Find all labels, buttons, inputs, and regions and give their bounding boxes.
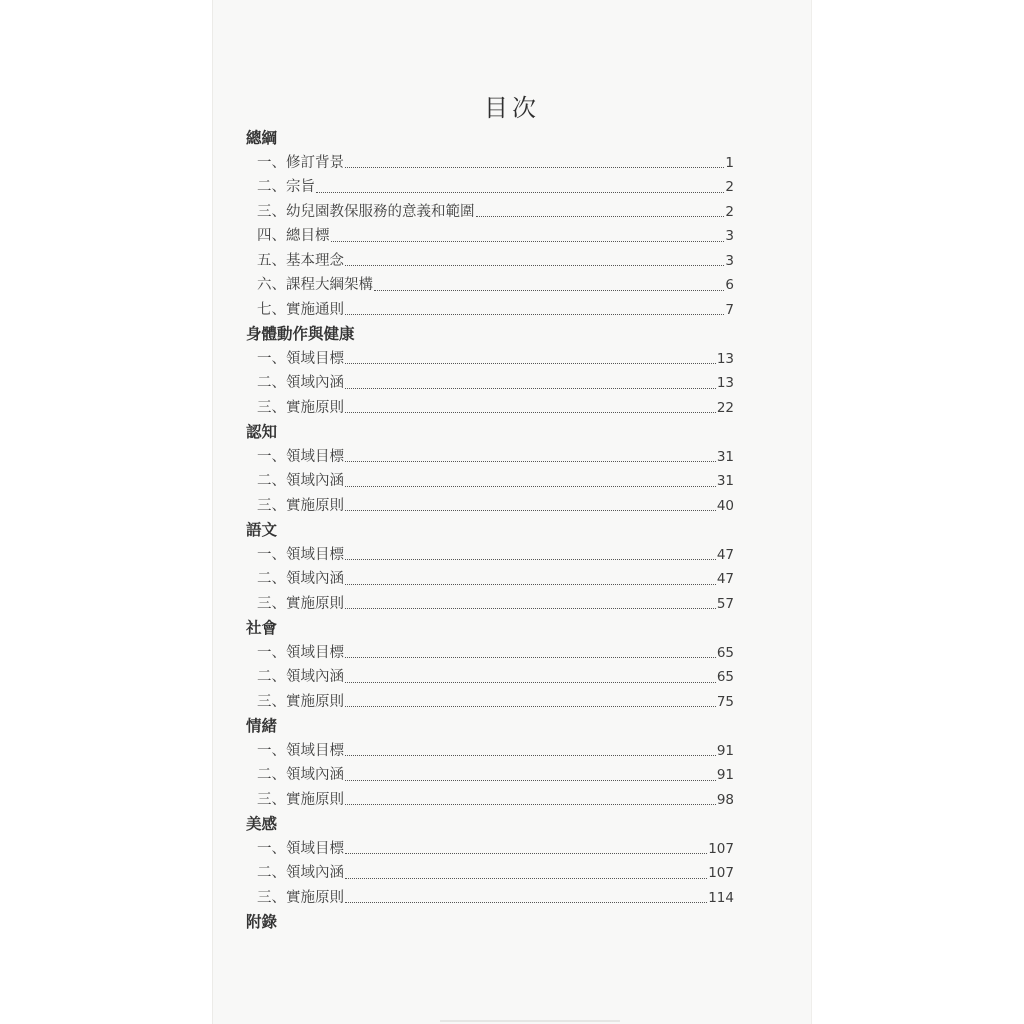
dot-leader — [345, 559, 716, 560]
toc-section — [246, 812, 734, 910]
entry-label: 二、領域內涵 — [257, 571, 344, 587]
dot-leader — [345, 608, 716, 609]
toc-entry[interactable] — [246, 151, 734, 176]
toc-entry[interactable] — [246, 886, 734, 911]
entry-page-number: 1 — [725, 154, 734, 171]
entry-label: 二、領域內涵 — [257, 375, 344, 391]
entry-page-number: 13 — [716, 350, 734, 367]
dot-leader — [374, 290, 724, 291]
entry-label: 一、領域目標 — [257, 448, 344, 465]
page-title: 目次 — [484, 94, 540, 122]
toc-entry[interactable] — [246, 249, 734, 274]
toc-entry[interactable] — [246, 347, 734, 372]
dot-leader — [345, 584, 716, 585]
entry-label: 一、領域目標 — [257, 644, 344, 661]
section-heading[interactable]: 認知 — [246, 423, 278, 441]
toc-section — [246, 910, 734, 935]
entry-page-number: 2 — [725, 203, 734, 220]
entry-page-number: 6 — [725, 277, 734, 293]
entry-page-number: 2 — [725, 179, 734, 195]
toc-entry[interactable] — [246, 641, 734, 666]
dot-leader — [345, 167, 724, 168]
dot-leader — [345, 878, 707, 879]
entry-label: 三、實施原則 — [257, 693, 344, 710]
section-heading[interactable]: 總綱 — [246, 129, 278, 147]
section-heading[interactable]: 身體動作與健康 — [246, 325, 355, 343]
entry-label: 三、實施原則 — [257, 889, 344, 906]
entry-page-number: 91 — [716, 767, 734, 783]
toc-entry[interactable] — [246, 469, 734, 494]
entry-page-number: 31 — [716, 473, 734, 489]
toc-entry[interactable] — [246, 396, 734, 421]
dot-leader — [345, 755, 716, 756]
entry-label: 二、領域內涵 — [257, 865, 344, 881]
dot-leader — [345, 486, 716, 487]
section-heading[interactable]: 社會 — [246, 619, 278, 637]
entry-label: 二、領域內涵 — [257, 767, 344, 783]
toc-entry[interactable] — [246, 861, 734, 886]
toc-section — [246, 420, 734, 518]
entry-label: 三、實施原則 — [257, 399, 344, 416]
entry-page-number: 75 — [716, 693, 734, 710]
dot-leader — [345, 657, 716, 658]
section-heading[interactable]: 附錄 — [246, 913, 278, 931]
entry-page-number: 7 — [725, 301, 734, 318]
toc-entry[interactable] — [246, 494, 734, 519]
entry-label: 一、領域目標 — [257, 546, 344, 563]
dot-leader — [345, 853, 707, 854]
toc-entry[interactable] — [246, 200, 734, 225]
entry-label: 三、實施原則 — [257, 497, 344, 514]
toc-entry[interactable] — [246, 690, 734, 715]
toc-entry[interactable] — [246, 224, 734, 249]
entry-page-number: 107 — [708, 865, 734, 881]
dot-leader — [345, 265, 724, 266]
dot-leader — [476, 216, 725, 217]
dot-leader — [345, 902, 707, 903]
entry-label: 五、基本理念 — [257, 252, 344, 269]
entry-label: 二、宗旨 — [257, 179, 315, 195]
toc-entry[interactable] — [246, 543, 734, 568]
entry-label: 一、領域目標 — [257, 350, 344, 367]
toc-entry[interactable] — [246, 445, 734, 470]
dot-leader — [345, 804, 716, 805]
toc-section — [246, 322, 734, 420]
section-heading[interactable]: 美感 — [246, 815, 278, 833]
entry-page-number: 107 — [708, 840, 734, 857]
dot-leader — [345, 706, 716, 707]
dot-leader — [345, 412, 716, 413]
dot-leader — [316, 192, 724, 193]
dot-leader — [345, 682, 716, 683]
toc-entry[interactable] — [246, 175, 734, 200]
dot-leader — [345, 388, 716, 389]
page-edge-mark — [440, 1020, 620, 1022]
dot-leader — [345, 314, 724, 315]
entry-page-number: 22 — [716, 399, 734, 416]
toc-entry[interactable] — [246, 788, 734, 813]
entry-page-number: 3 — [725, 252, 734, 269]
entry-page-number: 98 — [716, 791, 734, 808]
dot-leader — [345, 510, 716, 511]
entry-page-number: 31 — [716, 448, 734, 465]
entry-page-number: 47 — [716, 571, 734, 587]
toc-entry[interactable] — [246, 837, 734, 862]
section-heading[interactable]: 情緒 — [246, 717, 278, 735]
entry-label: 六、課程大綱架構 — [257, 277, 373, 293]
dot-leader — [331, 241, 725, 242]
entry-page-number: 65 — [716, 669, 734, 685]
toc-entry[interactable] — [246, 298, 734, 323]
toc-section — [246, 616, 734, 714]
section-heading[interactable]: 語文 — [246, 521, 278, 539]
entry-page-number: 65 — [716, 644, 734, 661]
entry-label: 三、幼兒園教保服務的意義和範圍 — [257, 203, 475, 220]
entry-label: 三、實施原則 — [257, 595, 344, 612]
toc-section — [246, 714, 734, 812]
entry-label: 二、領域內涵 — [257, 669, 344, 685]
toc-entry[interactable] — [246, 739, 734, 764]
entry-page-number: 47 — [716, 546, 734, 563]
entry-page-number: 57 — [716, 595, 734, 612]
toc-entry[interactable] — [246, 273, 734, 298]
toc-entry[interactable] — [246, 665, 734, 690]
toc-section — [246, 518, 734, 616]
dot-leader — [345, 461, 716, 462]
entry-label: 一、領域目標 — [257, 840, 344, 857]
entry-page-number: 114 — [708, 889, 734, 906]
entry-label: 二、領域內涵 — [257, 473, 344, 489]
dot-leader — [345, 363, 716, 364]
entry-page-number: 40 — [716, 497, 734, 514]
entry-page-number: 13 — [716, 375, 734, 391]
entry-label: 四、總目標 — [257, 228, 330, 244]
entry-label: 一、修訂背景 — [257, 154, 344, 171]
entry-page-number: 3 — [725, 228, 734, 244]
entry-label: 一、領域目標 — [257, 742, 344, 759]
entry-page-number: 91 — [716, 742, 734, 759]
dot-leader — [345, 780, 716, 781]
entry-label: 七、實施通則 — [257, 301, 344, 318]
table-of-contents — [246, 126, 734, 935]
toc-entry[interactable] — [246, 763, 734, 788]
toc-entry[interactable] — [246, 371, 734, 396]
toc-entry[interactable] — [246, 567, 734, 592]
toc-section — [246, 126, 734, 322]
toc-entry[interactable] — [246, 592, 734, 617]
entry-label: 三、實施原則 — [257, 791, 344, 808]
